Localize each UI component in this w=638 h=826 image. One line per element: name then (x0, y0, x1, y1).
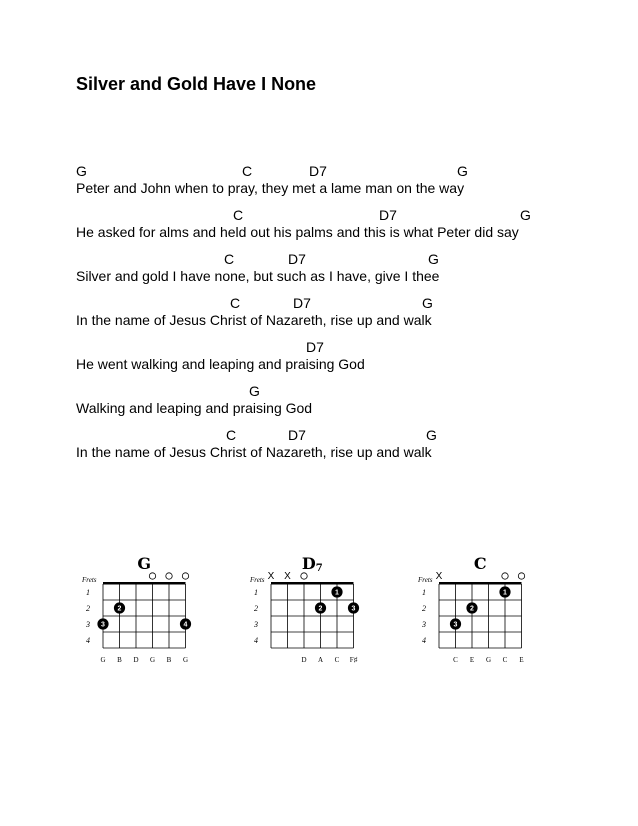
stanza (76, 339, 616, 379)
fret-number: 2 (86, 604, 90, 613)
fret-number: 2 (422, 604, 426, 613)
song-title: Silver and Gold Have I None (76, 74, 317, 94)
chord-label: D7 (309, 163, 327, 179)
open-string-marker (166, 573, 172, 579)
string-name: F♯ (349, 656, 358, 664)
chord-label: C (224, 251, 235, 267)
lyric-line: He went walking and leaping and praising God (76, 356, 365, 372)
string-name: G (485, 656, 492, 664)
string-name: E (519, 656, 524, 664)
string-name: E (469, 656, 475, 664)
open-string-marker (149, 573, 155, 579)
open-string-marker (518, 573, 524, 579)
fret-number: 1 (254, 588, 258, 597)
string-name: C (502, 656, 508, 664)
chord-name: G (137, 554, 152, 573)
chord-label: D7 (306, 339, 324, 355)
chord-name: C (473, 554, 487, 573)
nut (271, 582, 354, 585)
muted-string-marker: X (284, 571, 291, 582)
chord-label: G (422, 295, 433, 311)
chord-label: G (426, 427, 437, 443)
nut (439, 582, 522, 585)
muted-string-marker: X (435, 571, 443, 582)
string-name: G (182, 656, 189, 664)
string-name: G (100, 656, 106, 664)
chord-diagram-g (76, 552, 216, 672)
string-name: A (317, 656, 324, 664)
finger-number: 3 (351, 605, 356, 613)
fret-number: 3 (422, 620, 426, 629)
finger-number: 2 (318, 605, 323, 613)
nut (103, 582, 186, 585)
open-string-marker (502, 573, 508, 579)
lyric-line: Peter and John when to pray, they met a lame man on the way (76, 180, 465, 196)
string-name: B (117, 656, 122, 664)
fret-number: 1 (86, 588, 90, 597)
finger-number: 4 (183, 621, 188, 629)
lyric-line: Walking and leaping and praising God (76, 400, 313, 416)
lyric-line: In the name of Jesus Christ of Nazareth, rise up and walk (76, 312, 432, 328)
fret-number: 1 (422, 588, 426, 597)
finger-number: 2 (117, 605, 122, 613)
string-name: B (166, 656, 172, 664)
chord-diagram-d7 (244, 552, 384, 672)
stanza (76, 207, 616, 247)
string-name: C (453, 656, 458, 664)
lyric-line: He asked for alms and held out his palms and this is what Peter did say (76, 224, 519, 240)
fret-number: 3 (86, 620, 90, 629)
fret-number: 4 (422, 636, 426, 645)
fret-number: 2 (254, 604, 258, 613)
stanza (76, 383, 616, 423)
stanza (76, 295, 616, 335)
fret-number: 4 (86, 636, 90, 645)
chord-label: D7 (288, 427, 306, 443)
finger-number: 3 (453, 621, 458, 629)
open-string-marker (182, 573, 188, 579)
chord-label: D7 (288, 251, 306, 267)
finger-number: 1 (503, 589, 507, 597)
chord-label: C (242, 163, 253, 179)
frets-label: Frets (418, 576, 433, 584)
finger-number: 2 (470, 605, 474, 613)
chord-label: C (233, 207, 244, 223)
muted-string-marker: X (267, 571, 275, 582)
stanza (76, 251, 616, 291)
chord-name: D7 (301, 554, 323, 574)
frets-label: Frets (82, 576, 97, 584)
finger-number: 1 (335, 589, 339, 597)
chord-label: G (249, 383, 260, 399)
chord-label: G (457, 163, 468, 179)
fret-number: 3 (254, 620, 258, 629)
string-name: G (149, 656, 156, 664)
lyric-line: Silver and gold I have none, but such as I have, give I thee (76, 268, 440, 284)
frets-label: Frets (250, 576, 265, 584)
chord-label: D7 (293, 295, 311, 311)
stanza (76, 427, 616, 467)
open-string-marker (301, 573, 307, 579)
chord-label: G (520, 207, 531, 223)
chord-label: C (230, 295, 241, 311)
chord-label: G (428, 251, 439, 267)
chord-label: G (76, 163, 87, 179)
string-name: D (133, 656, 139, 664)
lyric-line: In the name of Jesus Christ of Nazareth, rise up and walk (76, 444, 432, 460)
stanza (76, 163, 616, 203)
fret-number: 4 (254, 636, 258, 645)
chord-label: D7 (379, 207, 397, 223)
chord-label: C (226, 427, 237, 443)
string-name: C (334, 656, 340, 664)
chord-diagram-c (412, 552, 552, 672)
string-name: D (301, 656, 307, 664)
finger-number: 3 (101, 621, 105, 629)
